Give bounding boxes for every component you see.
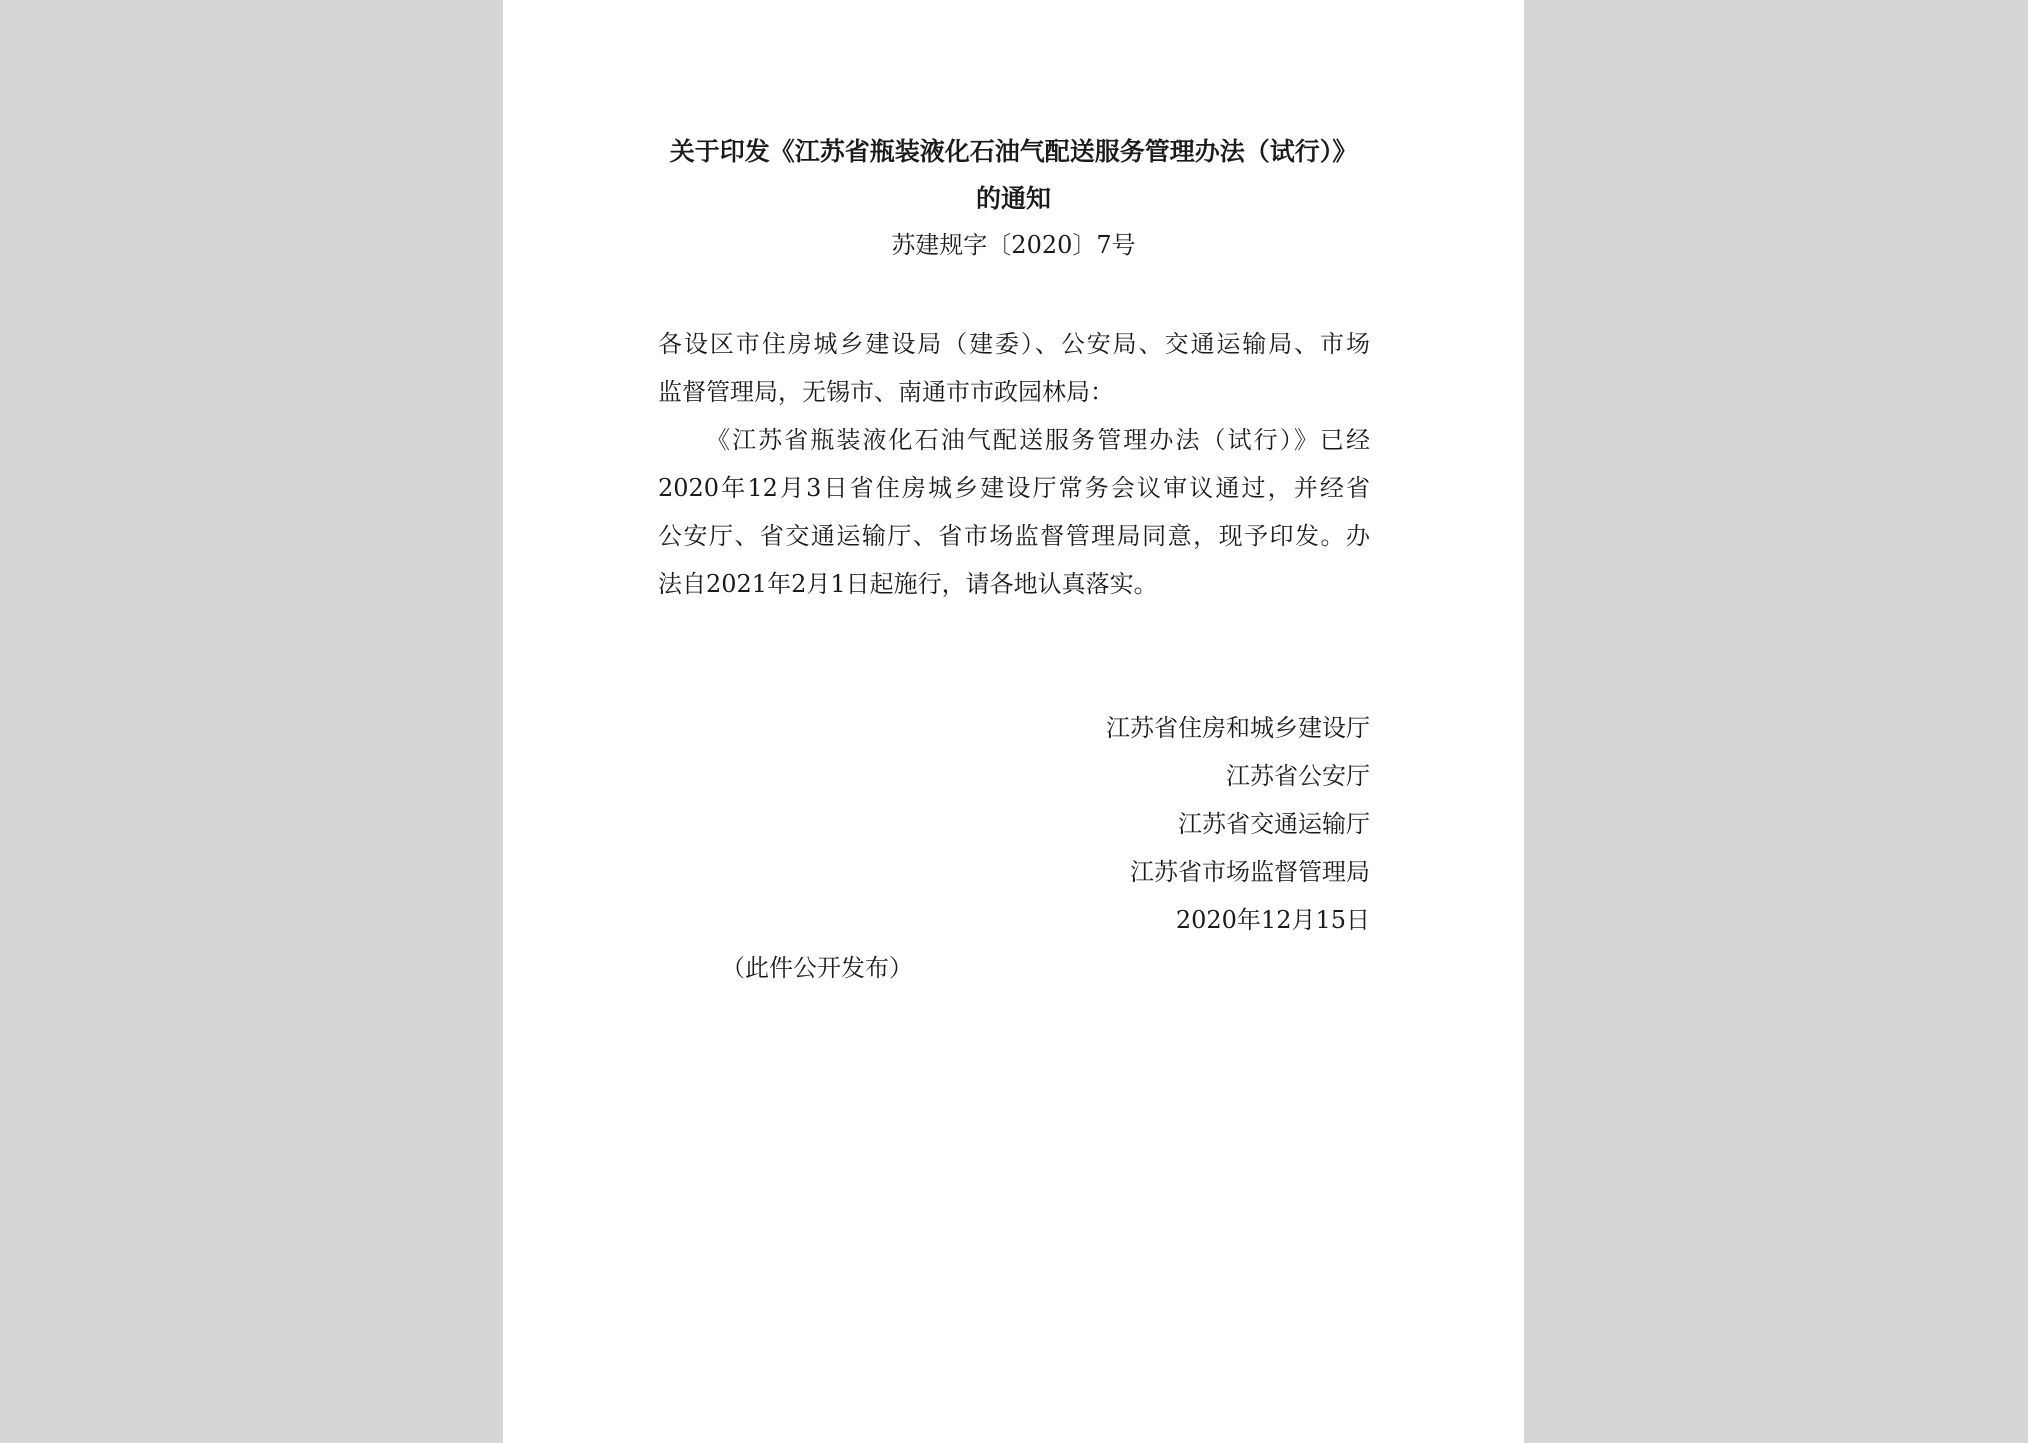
signatory-transport: 江苏省交通运输厅: [1178, 810, 1370, 838]
document-page: [503, 0, 1524, 1443]
document-number: 苏建规字〔2020〕7号: [891, 231, 1136, 259]
signatory-market-supervision: 江苏省市场监督管理局: [1130, 858, 1370, 886]
body-line-1: 《江苏省瓶装液化石油气配送服务管理办法（试行）》已经: [706, 426, 1370, 454]
recipients-line-1: 各设区市住房城乡建设局（建委）、公安局、交通运输局、市场: [658, 330, 1370, 358]
body-line-4: 法自2021年2月1日起施行，请各地认真落实。: [658, 570, 1158, 598]
document-title-line-2: 的通知: [975, 184, 1051, 213]
signatory-public-security: 江苏省公安厅: [1226, 762, 1370, 790]
publication-note: （此件公开发布）: [721, 954, 913, 982]
body-line-2: 2020年12月3日省住房城乡建设厅常务会议审议通过，并经省: [658, 474, 1370, 502]
body-line-3: 公安厅、省交通运输厅、省市场监督管理局同意，现予印发。办: [658, 522, 1370, 550]
document-date: 2020年12月15日: [1175, 906, 1370, 934]
document-title-line-1: 关于印发《江苏省瓶装液化石油气配送服务管理办法（试行）》: [669, 137, 1358, 166]
recipients-line-2: 监督管理局，无锡市、南通市市政园林局：: [658, 378, 1114, 406]
signatory-housing-dept: 江苏省住房和城乡建设厅: [1106, 714, 1370, 742]
